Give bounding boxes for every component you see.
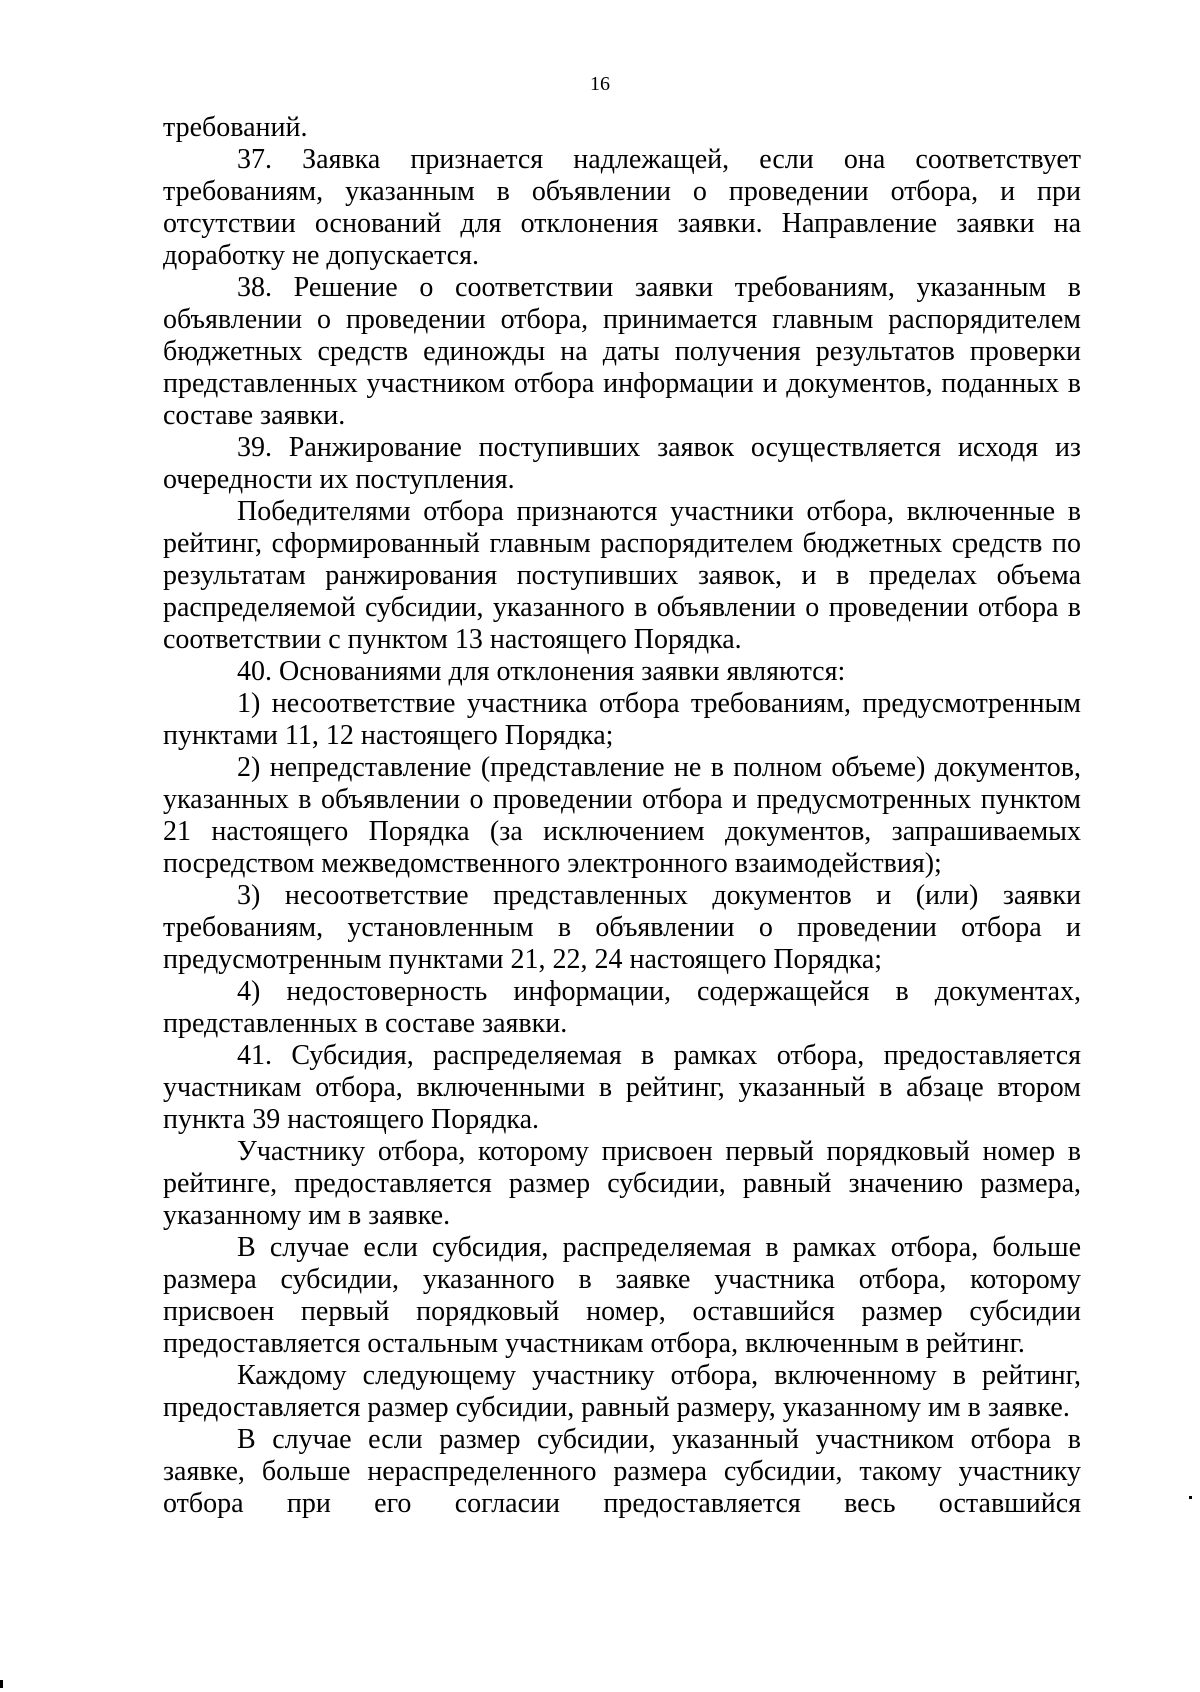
- scan-speck: [1189, 1496, 1192, 1499]
- paragraph-40-item-1: 1) несоответствие участника отбора требованиям, предусмотренным пунктами 11, 12 настоящего Порядка;: [163, 688, 1081, 751]
- paragraph-40-item-4: 4) недостоверность информации, содержащейся в документах, представленных в составе заявки.: [163, 976, 1081, 1039]
- paragraph-41-remaining: В случае если субсидия, распределяемая в рамках отбора, больше размера субсидии, указанного в заявке участника отбора, которому присвоен первый порядковый номер, оставшийся размер субсидии предоставляется остальным участникам отбора, включенным в рейтинг.: [163, 1232, 1081, 1359]
- paragraph-40: 40. Основаниями для отклонения заявки являются:: [237, 656, 846, 687]
- paragraph-41-first-place: Участнику отбора, которому присвоен первый порядковый номер в рейтинге, предоставляется размер субсидии, равный значению размера, указанному им в заявке.: [163, 1136, 1081, 1231]
- paragraph-continuation: требований.: [163, 112, 308, 143]
- paragraph-38: 38. Решение о соответствии заявки требованиям, указанным в объявлении о проведении отбора, принимается главным распорядителем бюджетных средств единожды на даты получения результатов проверки представленных участником отбора информации и документов, поданных в составе заявки.: [163, 272, 1081, 431]
- scan-edge-mark: [0, 1680, 3, 1688]
- page-number: 16: [590, 73, 610, 95]
- paragraph-41-undistributed: В случае если размер субсидии, указанный участником отбора в заявке, больше нераспределенного размера субсидии, такому участнику отбора при его согласии предоставляется весь оставшийся: [163, 1424, 1081, 1519]
- paragraph-41-each-next: Каждому следующему участнику отбора, включенному в рейтинг, предоставляется размер субсидии, равный размеру, указанному им в заявке.: [163, 1360, 1081, 1423]
- paragraph-41: 41. Субсидия, распределяемая в рамках отбора, предоставляется участникам отбора, включенными в рейтинг, указанный в абзаце втором пункта 39 настоящего Порядка.: [163, 1040, 1081, 1135]
- document-body: [163, 112, 1081, 1520]
- paragraph-37: 37. Заявка признается надлежащей, если она соответствует требованиям, указанным в объявлении о проведении отбора, и при отсутствии оснований для отклонения заявки. Направление заявки на доработку не допускается.: [163, 144, 1081, 271]
- paragraph-39: 39. Ранжирование поступивших заявок осуществляется исходя из очередности их поступления.: [163, 432, 1081, 495]
- paragraph-39-winners: Победителями отбора признаются участники отбора, включенные в рейтинг, сформированный главным распорядителем бюджетных средств по результатам ранжирования поступивших заявок, и в пределах объема распределяемой субсидии, указанного в объявлении о проведении отбора в соответствии с пунктом 13 настоящего Порядка.: [163, 496, 1081, 655]
- paragraph-40-item-2: 2) непредставление (представление не в полном объеме) документов, указанных в объявлении о проведении отбора и предусмотренных пунктом 21 настоящего Порядка (за исключением документов, запрашиваемых посредством межведомственного электронного взаимодействия);: [163, 752, 1081, 879]
- paragraph-40-item-3: 3) несоответствие представленных документов и (или) заявки требованиям, установленным в объявлении о проведении отбора и предусмотренным пунктами 21, 22, 24 настоящего Порядка;: [163, 880, 1081, 975]
